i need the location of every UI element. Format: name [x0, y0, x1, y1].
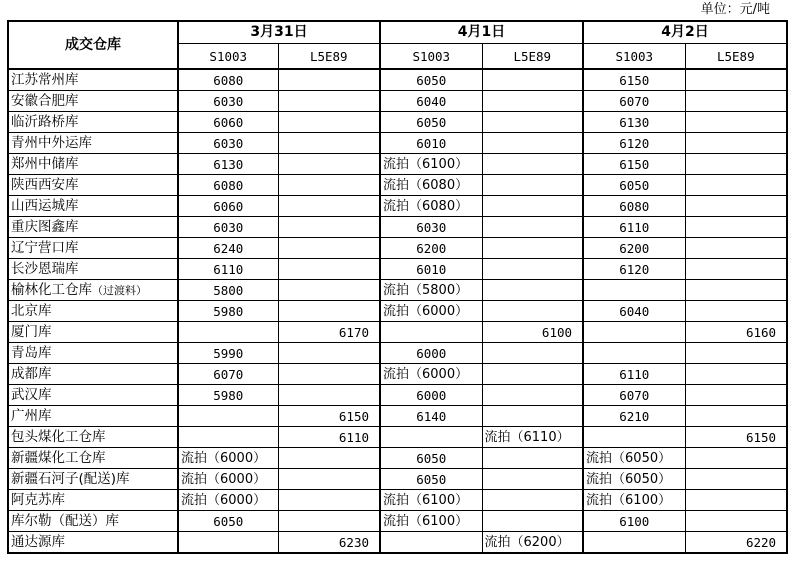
date-header-2: 4月1日 — [380, 21, 583, 44]
code-header-s1003: S1003 — [583, 44, 685, 70]
price-cell-l5e89 — [482, 490, 583, 511]
price-cell-l5e89: 6150 — [278, 406, 380, 427]
table-row — [8, 532, 787, 554]
price-cell-l5e89 — [685, 364, 787, 385]
price-cell-s1003 — [583, 280, 685, 301]
warehouse-name-text: 成都库 — [11, 365, 52, 382]
price-cell-s1003: 5980 — [178, 301, 278, 322]
price-cell-l5e89 — [482, 133, 583, 154]
price-cell-l5e89 — [685, 469, 787, 490]
price-cell-l5e89 — [278, 301, 380, 322]
price-cell-s1003: 流拍（5800） — [380, 280, 482, 301]
warehouse-name-text: 新疆石河子(配送)库 — [11, 470, 130, 487]
code-header-s1003: S1003 — [178, 44, 278, 70]
price-cell-l5e89 — [685, 343, 787, 364]
warehouse-name-text: 安徽合肥库 — [11, 92, 79, 109]
warehouse-name-text: 陕西西安库 — [11, 176, 79, 193]
warehouse-name — [8, 238, 178, 259]
warehouse-name — [8, 154, 178, 175]
price-cell-s1003: 流拍（6100） — [583, 490, 685, 511]
price-cell-s1003: 6040 — [583, 301, 685, 322]
warehouse-name-text: 郑州中储库 — [11, 155, 79, 172]
price-cell-s1003: 6050 — [380, 112, 482, 133]
warehouse-name-text: 江苏常州库 — [11, 71, 79, 88]
price-cell-l5e89 — [685, 280, 787, 301]
price-cell-l5e89 — [278, 112, 380, 133]
price-cell-s1003: 流拍（6100） — [380, 511, 482, 532]
price-cell-s1003 — [583, 427, 685, 448]
price-cell-s1003 — [178, 532, 278, 554]
date-header-1: 3月31日 — [178, 21, 380, 44]
warehouse-note: （过渡料） — [92, 283, 147, 297]
price-cell-l5e89 — [482, 511, 583, 532]
table-row — [8, 364, 787, 385]
price-cell-l5e89 — [278, 511, 380, 532]
warehouse-name — [8, 364, 178, 385]
price-cell-s1003 — [583, 532, 685, 554]
warehouse-name-text: 山西运城库 — [11, 197, 79, 214]
table-row — [8, 69, 787, 91]
warehouse-name — [8, 133, 178, 154]
table-row — [8, 511, 787, 532]
price-cell-l5e89 — [278, 238, 380, 259]
price-cell-l5e89 — [685, 406, 787, 427]
price-cell-s1003 — [380, 532, 482, 554]
warehouse-name — [8, 532, 178, 554]
price-cell-l5e89 — [685, 511, 787, 532]
price-cell-l5e89 — [482, 280, 583, 301]
price-cell-l5e89: 6220 — [685, 532, 787, 554]
price-cell-l5e89 — [685, 112, 787, 133]
price-cell-l5e89 — [482, 469, 583, 490]
price-cell-s1003: 6150 — [583, 69, 685, 91]
price-cell-s1003 — [583, 322, 685, 343]
price-cell-s1003: 6240 — [178, 238, 278, 259]
price-cell-l5e89 — [685, 154, 787, 175]
price-cell-l5e89 — [685, 91, 787, 112]
table-row — [8, 322, 787, 343]
price-cell-s1003: 6030 — [178, 133, 278, 154]
warehouse-column-header: 成交仓库 — [8, 21, 178, 69]
price-cell-l5e89 — [482, 406, 583, 427]
table-row — [8, 112, 787, 133]
price-cell-s1003: 流拍（6050） — [583, 469, 685, 490]
warehouse-name — [8, 343, 178, 364]
warehouse-name-text: 北京库 — [11, 302, 52, 319]
table-row — [8, 238, 787, 259]
price-cell-l5e89 — [482, 448, 583, 469]
price-cell-l5e89 — [482, 343, 583, 364]
price-cell-s1003: 6130 — [583, 112, 685, 133]
price-cell-s1003: 6200 — [380, 238, 482, 259]
price-cell-s1003: 流拍（6000） — [380, 301, 482, 322]
warehouse-name — [8, 469, 178, 490]
price-cell-s1003: 6070 — [178, 364, 278, 385]
table-row — [8, 469, 787, 490]
warehouse-name — [8, 280, 178, 301]
warehouse-name-text: 阿克苏库 — [11, 491, 65, 508]
price-cell-l5e89 — [482, 175, 583, 196]
warehouse-name-text: 青州中外运库 — [11, 134, 92, 151]
price-cell-s1003: 6110 — [178, 259, 278, 280]
price-cell-s1003: 6000 — [380, 385, 482, 406]
price-cell-l5e89 — [278, 343, 380, 364]
price-cell-s1003: 流拍（6100） — [380, 154, 482, 175]
price-cell-s1003: 6110 — [583, 217, 685, 238]
price-cell-l5e89 — [482, 196, 583, 217]
price-cell-l5e89 — [278, 448, 380, 469]
warehouse-name — [8, 301, 178, 322]
warehouse-name-text: 武汉库 — [11, 386, 52, 403]
table-row — [8, 427, 787, 448]
warehouse-name-text: 库尔勒（配送）库 — [11, 512, 119, 529]
price-cell-l5e89 — [685, 490, 787, 511]
warehouse-name-text: 新疆煤化工仓库 — [11, 449, 106, 466]
price-cell-s1003: 6130 — [178, 154, 278, 175]
price-cell-l5e89 — [685, 69, 787, 91]
table-row — [8, 196, 787, 217]
price-cell-l5e89 — [685, 133, 787, 154]
price-cell-s1003: 6050 — [380, 69, 482, 91]
date-header-3: 4月2日 — [583, 21, 787, 44]
warehouse-name-text: 长沙恩瑞库 — [11, 260, 79, 277]
price-cell-s1003: 6120 — [583, 133, 685, 154]
price-cell-l5e89 — [482, 154, 583, 175]
price-cell-s1003: 5990 — [178, 343, 278, 364]
warehouse-name — [8, 490, 178, 511]
price-cell-l5e89 — [278, 490, 380, 511]
price-cell-s1003: 6000 — [380, 343, 482, 364]
price-cell-l5e89 — [278, 91, 380, 112]
price-cell-l5e89 — [278, 69, 380, 91]
price-cell-l5e89 — [482, 69, 583, 91]
price-cell-l5e89 — [685, 301, 787, 322]
price-cell-l5e89 — [278, 154, 380, 175]
unit-label: 单位：元/吨 — [700, 2, 770, 17]
price-cell-l5e89 — [482, 385, 583, 406]
price-cell-s1003: 6120 — [583, 259, 685, 280]
table-row — [8, 406, 787, 427]
warehouse-name — [8, 322, 178, 343]
price-cell-s1003: 6010 — [380, 259, 482, 280]
price-cell-s1003 — [178, 322, 278, 343]
price-cell-s1003: 6040 — [380, 91, 482, 112]
price-cell-l5e89 — [278, 133, 380, 154]
table-row — [8, 280, 787, 301]
price-cell-s1003: 6070 — [583, 385, 685, 406]
code-header-s1003: S1003 — [380, 44, 482, 70]
price-cell-s1003: 6050 — [178, 511, 278, 532]
price-cell-l5e89 — [482, 238, 583, 259]
price-cell-s1003: 6010 — [380, 133, 482, 154]
price-cell-s1003: 6210 — [583, 406, 685, 427]
price-cell-s1003: 6100 — [583, 511, 685, 532]
auction-price-table — [7, 20, 788, 554]
table-row — [8, 217, 787, 238]
table-row — [8, 133, 787, 154]
price-cell-l5e89 — [278, 196, 380, 217]
warehouse-name-text: 包头煤化工仓库 — [11, 428, 106, 445]
price-cell-s1003 — [583, 343, 685, 364]
price-cell-s1003: 流拍（6000） — [178, 469, 278, 490]
price-cell-l5e89 — [685, 217, 787, 238]
price-cell-l5e89 — [278, 364, 380, 385]
price-cell-s1003: 6060 — [178, 196, 278, 217]
price-cell-s1003: 流拍（6080） — [380, 175, 482, 196]
price-cell-l5e89 — [278, 469, 380, 490]
price-cell-l5e89 — [482, 217, 583, 238]
header-row-dates — [8, 21, 787, 44]
table-row — [8, 154, 787, 175]
price-cell-s1003: 6050 — [583, 175, 685, 196]
price-cell-l5e89 — [685, 175, 787, 196]
warehouse-name — [8, 175, 178, 196]
price-cell-s1003 — [380, 427, 482, 448]
warehouse-name — [8, 406, 178, 427]
warehouse-name-text: 青岛库 — [11, 344, 52, 361]
warehouse-name — [8, 385, 178, 406]
price-cell-s1003: 6030 — [178, 217, 278, 238]
price-cell-s1003: 流拍（6050） — [583, 448, 685, 469]
price-cell-l5e89 — [482, 364, 583, 385]
table-row — [8, 343, 787, 364]
price-cell-s1003: 6080 — [178, 175, 278, 196]
warehouse-name — [8, 91, 178, 112]
warehouse-name — [8, 427, 178, 448]
price-cell-l5e89 — [685, 448, 787, 469]
warehouse-name — [8, 69, 178, 91]
table-row — [8, 259, 787, 280]
price-cell-s1003: 流拍（6000） — [380, 364, 482, 385]
price-cell-l5e89 — [685, 385, 787, 406]
warehouse-name — [8, 259, 178, 280]
price-cell-l5e89: 6230 — [278, 532, 380, 554]
price-cell-s1003: 6080 — [178, 69, 278, 91]
price-cell-s1003: 6080 — [583, 196, 685, 217]
price-cell-l5e89 — [278, 280, 380, 301]
price-cell-s1003: 流拍（6000） — [178, 490, 278, 511]
price-cell-l5e89 — [685, 196, 787, 217]
price-cell-l5e89 — [482, 91, 583, 112]
table-row — [8, 175, 787, 196]
warehouse-name-text: 厦门库 — [11, 323, 52, 340]
price-cell-l5e89 — [482, 112, 583, 133]
price-cell-l5e89: 流拍（6200） — [482, 532, 583, 554]
code-header-l5e89: L5E89 — [278, 44, 380, 70]
price-cell-l5e89: 6170 — [278, 322, 380, 343]
price-cell-s1003: 流拍（6100） — [380, 490, 482, 511]
price-cell-s1003 — [178, 427, 278, 448]
price-cell-l5e89: 6160 — [685, 322, 787, 343]
warehouse-name-text: 榆林化工仓库 — [11, 281, 92, 298]
warehouse-name-text: 辽宁营口库 — [11, 239, 79, 256]
price-cell-l5e89: 流拍（6110） — [482, 427, 583, 448]
price-cell-s1003: 5980 — [178, 385, 278, 406]
price-cell-l5e89 — [685, 238, 787, 259]
price-cell-s1003: 6140 — [380, 406, 482, 427]
price-cell-l5e89: 6150 — [685, 427, 787, 448]
price-cell-s1003: 6030 — [380, 217, 482, 238]
price-cell-s1003: 6050 — [380, 469, 482, 490]
price-cell-l5e89 — [278, 217, 380, 238]
price-cell-s1003: 6110 — [583, 364, 685, 385]
warehouse-name — [8, 448, 178, 469]
price-cell-l5e89 — [482, 259, 583, 280]
table-row — [8, 91, 787, 112]
code-header-l5e89: L5E89 — [482, 44, 583, 70]
price-cell-s1003: 6070 — [583, 91, 685, 112]
code-header-l5e89: L5E89 — [685, 44, 787, 70]
price-cell-l5e89 — [278, 259, 380, 280]
warehouse-name-text: 通达源库 — [11, 533, 65, 550]
warehouse-name — [8, 112, 178, 133]
price-cell-l5e89 — [685, 259, 787, 280]
price-cell-l5e89: 6110 — [278, 427, 380, 448]
warehouse-name — [8, 217, 178, 238]
warehouse-name — [8, 511, 178, 532]
price-cell-s1003: 6050 — [380, 448, 482, 469]
price-cell-s1003: 流拍（6000） — [178, 448, 278, 469]
warehouse-name-text: 临沂路桥库 — [11, 113, 79, 130]
table-row — [8, 301, 787, 322]
table-row — [8, 490, 787, 511]
table-row — [8, 448, 787, 469]
price-cell-s1003: 6030 — [178, 91, 278, 112]
warehouse-name — [8, 196, 178, 217]
price-cell-l5e89 — [278, 385, 380, 406]
price-cell-l5e89: 6100 — [482, 322, 583, 343]
price-cell-s1003: 流拍（6080） — [380, 196, 482, 217]
table-row — [8, 385, 787, 406]
warehouse-name-text: 重庆图鑫库 — [11, 218, 79, 235]
warehouse-name-text: 广州库 — [11, 407, 52, 424]
price-cell-s1003: 6200 — [583, 238, 685, 259]
price-cell-s1003: 5800 — [178, 280, 278, 301]
price-cell-s1003: 6060 — [178, 112, 278, 133]
price-cell-l5e89 — [278, 175, 380, 196]
price-cell-l5e89 — [482, 301, 583, 322]
price-cell-s1003: 6150 — [583, 154, 685, 175]
price-cell-s1003 — [380, 322, 482, 343]
price-cell-s1003 — [178, 406, 278, 427]
